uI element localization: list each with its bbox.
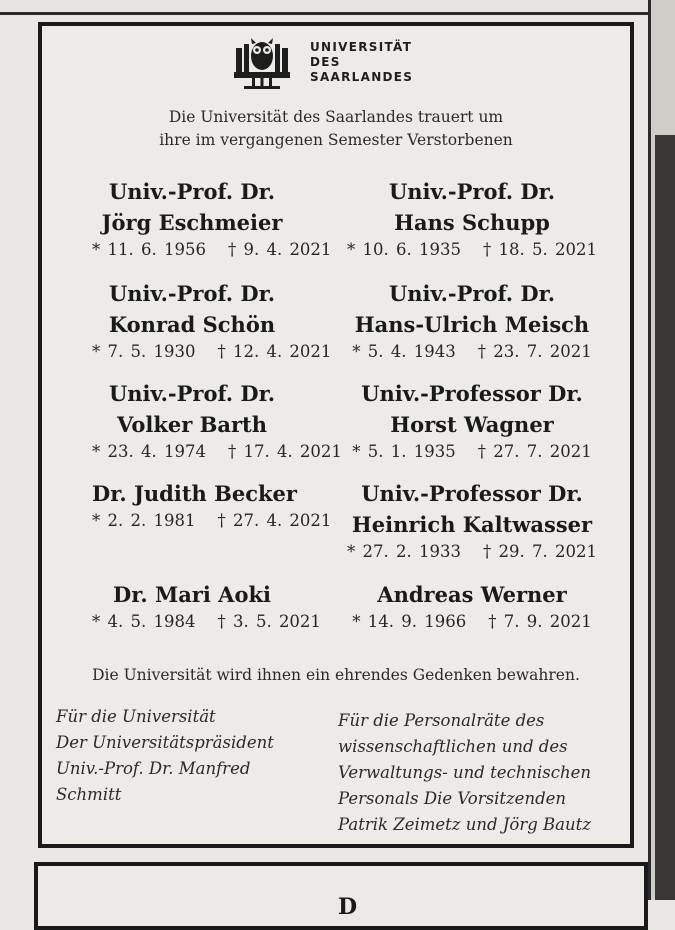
deceased-entry — [332, 478, 612, 564]
academic-title: Univ.-Prof. Dr. — [108, 179, 276, 204]
academic-title: Univ.-Prof. Dr. — [388, 179, 556, 204]
academic-title: Univ.-Professor Dr. — [361, 381, 583, 406]
signature-line: Für die Universität — [56, 707, 216, 726]
birth-date: * 2. 2. 1981 — [92, 511, 196, 530]
university-logo-text — [310, 40, 413, 85]
life-dates — [332, 440, 612, 464]
university-owl-logo-icon — [230, 34, 294, 90]
academic-title: Univ.-Prof. Dr. — [388, 281, 556, 306]
death-date: † 27. 7. 2021 — [477, 442, 592, 461]
deceased-entry — [92, 176, 332, 262]
person-name: Hans-Ulrich Meisch — [354, 312, 590, 337]
life-dates — [332, 610, 612, 634]
logo-line-2: DES — [310, 55, 341, 69]
birth-date: * 7. 5. 1930 — [92, 342, 196, 361]
logo-line-3: SAARLANDES — [310, 70, 414, 84]
life-dates — [92, 440, 342, 464]
academic-title: Univ.-Prof. Dr. — [108, 381, 276, 406]
birth-date: * 5. 4. 1943 — [352, 342, 456, 361]
deceased-entry — [92, 378, 342, 464]
person-name: Heinrich Kaltwasser — [351, 512, 593, 537]
person-name: Dr. Mari Aoki — [112, 582, 271, 607]
person-name: Volker Barth — [116, 412, 268, 437]
death-date: † 23. 7. 2021 — [477, 342, 592, 361]
next-advertisement — [34, 862, 648, 930]
intro-line-2: ihre im vergangenen Semester Verstorbenen — [159, 131, 513, 149]
birth-date: * 4. 5. 1984 — [92, 612, 196, 631]
intro-text — [42, 106, 630, 152]
life-dates — [92, 610, 321, 634]
death-date: † 9. 4. 2021 — [227, 240, 332, 259]
person-name: Jörg Eschmeier — [101, 210, 283, 235]
academic-title: Univ.-Prof. Dr. — [108, 281, 276, 306]
intro-line-1: Die Universität des Saarlandes trauert um — [168, 108, 504, 126]
signature-line: wissenschaftlichen und des — [338, 737, 568, 756]
deceased-entry — [332, 378, 612, 464]
birth-date: * 14. 9. 1966 — [352, 612, 467, 631]
death-date: † 7. 9. 2021 — [488, 612, 592, 631]
deceased-entry — [332, 579, 612, 634]
person-name: Konrad Schön — [108, 312, 276, 337]
birth-date: * 5. 1. 1935 — [352, 442, 456, 461]
death-date: † 17. 4. 2021 — [227, 442, 342, 461]
signature-line: Personals Die Vorsitzenden — [338, 789, 567, 808]
death-date: † 29. 7. 2021 — [483, 542, 597, 561]
birth-date: * 11. 6. 1956 — [92, 240, 206, 259]
signature-line: Schmitt — [56, 785, 122, 804]
birth-date: * 23. 4. 1974 — [92, 442, 206, 461]
signature-line: Für die Personalräte des — [338, 711, 545, 730]
logo-line-1: UNIVERSITÄT — [310, 40, 413, 54]
signature-line: Patrik Zeimetz und Jörg Bautz — [338, 815, 591, 834]
life-dates — [332, 238, 612, 262]
obituary-notice — [38, 22, 634, 848]
birth-date: * 10. 6. 1935 — [347, 240, 461, 259]
person-name: Horst Wagner — [390, 412, 554, 437]
death-date: † 27. 4. 2021 — [217, 511, 332, 530]
person-name: Hans Schupp — [394, 210, 550, 235]
signature-staff-council — [338, 708, 591, 838]
signature-line: Verwaltungs- und technischen — [338, 763, 591, 782]
next-ad-partial-text: D — [338, 894, 358, 920]
life-dates — [92, 509, 332, 533]
signature-line: Univ.-Prof. Dr. Manfred — [56, 759, 251, 778]
death-date: † 12. 4. 2021 — [217, 342, 332, 361]
deceased-entry — [92, 278, 332, 364]
signature-line: Der Universitätspräsident — [56, 733, 274, 752]
neighbor-photo — [655, 135, 675, 900]
previous-ad-edge — [0, 0, 650, 15]
signature-university — [56, 704, 274, 808]
academic-title: Univ.-Professor Dr. — [361, 481, 583, 506]
life-dates — [92, 238, 332, 262]
deceased-entry — [332, 176, 612, 262]
death-date: † 3. 5. 2021 — [217, 612, 321, 631]
life-dates — [332, 340, 612, 364]
closing-statement: Die Universität wird ihnen ein ehrendes Gedenken bewahren. — [92, 666, 580, 684]
deceased-entry — [332, 278, 612, 364]
person-name: Dr. Judith Becker — [92, 481, 297, 506]
life-dates — [92, 340, 332, 364]
death-date: † 18. 5. 2021 — [483, 240, 597, 259]
birth-date: * 27. 2. 1933 — [347, 542, 461, 561]
deceased-entry — [92, 478, 332, 533]
deceased-entry — [92, 579, 321, 634]
person-name: Andreas Werner — [377, 582, 567, 607]
life-dates — [332, 540, 612, 564]
